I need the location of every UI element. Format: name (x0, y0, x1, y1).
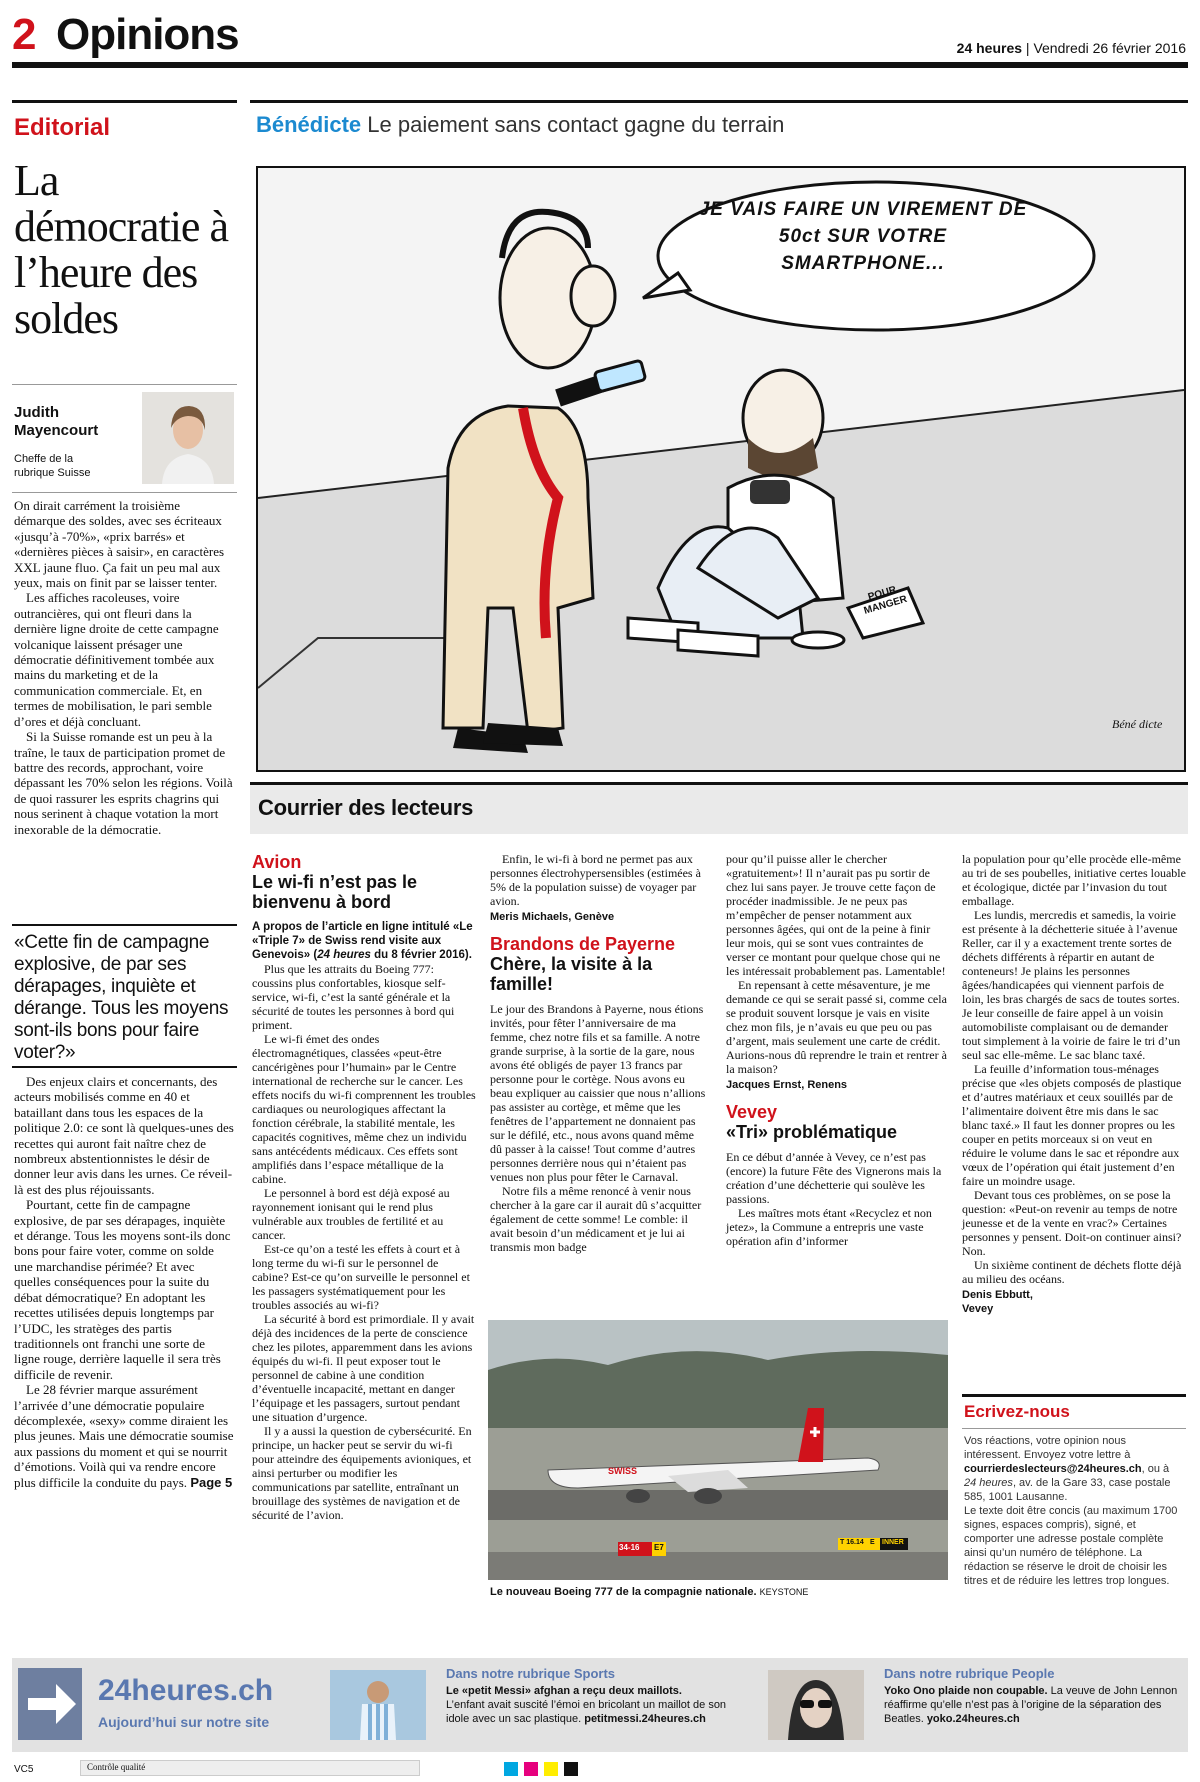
quote-top-rule (12, 924, 237, 926)
sports-link[interactable]: petitmessi.24heures.ch (584, 1713, 706, 1725)
letter-intro: A propos de l’article en ligne intitulé «Le «Triple 7» de Swiss rend visite aux Genevois» (24 heures du 8 février 2016). (252, 921, 473, 961)
letter-avion (252, 852, 476, 1522)
letter-paragraph: Il y a aussi la question de cybersécurité. En principe, un hacker peut se servir du wi-fi pour atteindre des équipements avioniques, et ainsi perturber ou modifier les communications par satellite, entraînant un brouillage des systèmes de navigation et de sécurité de l’avion. (252, 1424, 472, 1522)
courrier-section-header (250, 782, 1188, 834)
cartoon-sign: POUR MANGER (862, 584, 909, 617)
quote-bottom-rule (12, 1066, 237, 1068)
plane-livery-text: SWISS (608, 1466, 638, 1476)
sports-teaser-text: L’enfant avait suscité l’émoi en bricolant un maillot de son idole avec un sac plastique. (446, 1699, 727, 1725)
sports-teaser (446, 1684, 746, 1726)
taxiway-sign: E7 (654, 1543, 664, 1552)
paper-name: 24 heures (956, 40, 1023, 56)
quality-label: Contrôle qualité (87, 1762, 146, 1772)
letter-signature: Meris Michaels, Genève (490, 911, 615, 923)
page-number: 2 (12, 10, 37, 59)
letter-paragraph: La feuille d’information tous-ménages précise que «les objets composés de plastique et d’autres matériaux et ceux souillés par de l’alimentaire doivent être mis dans le sac blanc taxé.» Il faut les donner propres ou les couper en petits morceaux si on veut en réduire le volume dans le sac et répondre aux vœux de l’opération qui était justement d’en faire un moindre usage. (962, 1062, 1182, 1188)
page-reference-link[interactable]: Page 5 (190, 1474, 233, 1490)
print-code: VC5 (14, 1764, 34, 1775)
editorial-column (12, 100, 237, 1645)
letter-title: Le wi-fi n’est pas le bienvenu à bord (252, 872, 418, 912)
cartoon-speech: JE VAIS FAIRE UN VIREMENT DE 50ct SUR VOTRE SMARTPHONE... (698, 199, 1028, 274)
taxiway-sign: 34-16 (619, 1543, 640, 1552)
footer-promo-bar (12, 1658, 1188, 1752)
ecrivez-paragraph: Vos réactions, votre opinion nous intéressent. Envoyez votre lettre à courrierdeslecteurs@24heures.ch, ou à 24 heures, av. de la Gare 33, case postale 585, 1001 Lausanne. (964, 1435, 1171, 1503)
author-last-name: Mayencourt (14, 422, 99, 439)
photo-caption (490, 1586, 950, 1598)
color-swatch (564, 1762, 578, 1776)
editorial-paragraph: Pourtant, cette fin de campagne explosive, de par ses dérapages, inquiète et dérange. Tous les moyens sont-ils donc bons pour faire voter, comme on solde une marchandise périmée? Et avec quelles conséquences pour la suite du débat démocratique? En adoptant les recettes utilisées depuis longtemps par l’UDC, les stratèges des partis traditionnels ont franchi une sorte de ligne rouge, derrière laquelle il sera très difficile de revenir. (14, 1197, 231, 1382)
taxiway-sign: E (870, 1539, 875, 1546)
people-teaser (884, 1684, 1180, 1726)
author-photo (142, 392, 234, 484)
letter-paragraph: Le personnel à bord est déjà exposé au rayonnement ionisant qui le rend plus vulnérable aux troubles de fertilité et au cancer. (252, 1186, 450, 1242)
letter-paragraph: En ce début d’année à Vevey, ce n’est pas (encore) la future Fête des Vignerons mais la création d’une déchetterie qui soulève les passions. (726, 1150, 942, 1206)
editorial-paragraph: Le 28 février marque assurément l’arrivée d’une démocratie populaire décomplexée, «sexy» comme diraient les plus jeunes. Mais une démocratie soumise aux passions du moment et qui se nourrit d’émotions. Voilà qui va rendre encore plus difficile la conduite du pays. Page 5 (14, 1382, 234, 1490)
author-role: Cheffe de la rubrique Suisse (14, 453, 91, 479)
cartoon-header (256, 112, 784, 138)
color-swatch (544, 1762, 558, 1776)
letter-paragraph: Le jour des Brandons à Payerne, nous étions invités, pour fêter l’anniversaire de ma femme, chez notre fils et sa famille. A notre grande surprise, à la sortie de la gare, nous avons été obligés de payer 13 francs par personne pour le cortège. Nous avons eu beau expliquer au caissier que nous n’allions pas assister au cortège, et même que les fenêtres de l’appartement ne donnaient pas sur le défilé, etc., nous avons quand même dû passer à la caisse! Tout comme d’autres personnes derrière nous qui n’étaient pas venues non plus pour fêter le Carnaval. (490, 1002, 706, 1184)
letter-kicker: Brandons de Payerne (490, 934, 676, 954)
byline-bottom-rule (12, 492, 237, 493)
editorial-paragraph: On dirait carrément la troisième démarque des soldes, avec ses écriteaux «jusqu’à -70%», «prix barrés» et «dernières pièces à saisir», en caractères XXL jaune fluo. Ça fait un peu mal aux yeux, mais on finit par se laisser tenter. (14, 498, 225, 591)
ecrivez-title: Ecrivez-nous (964, 1402, 1070, 1421)
cartoon-title: Le paiement sans contact gagne du terrain (367, 112, 785, 137)
cartoon-illustration (256, 166, 1186, 772)
editorial-headline: La démocratie à l’heure des soldes (14, 156, 228, 343)
people-heading: Dans notre rubrique People (884, 1666, 1055, 1681)
editorial-paragraph: Les affiches racoleuses, voire outrancières, qui ont fleuri dans la dernière ligne droite de cette campagne volcanique laissent présager une démocratie définitivement tombée aux mains du marketing et de la communication commerciale. Et, en termes de mobilisation, le pari semble d’ores et déjà concluant. (14, 590, 219, 729)
courrier-column-4 (962, 852, 1186, 1316)
ecrivez-paragraph: Le texte doit être concis (au maximum 1700 signes, espaces compris), signé, et comporter une adresse postale complète ainsi qu’un numéro de téléphone. La rédaction se réserve le droit de choisir les titres et de réduire les lettres trop longues. (964, 1505, 1178, 1587)
color-registration-marks (504, 1762, 578, 1776)
news-photo (488, 1320, 948, 1580)
photo-credit: KEYSTONE (759, 1587, 809, 1597)
letter-kicker: Vevey (726, 1102, 778, 1122)
letter-paragraph: la population pour qu’elle procède elle-même au tri de ses poubelles, initiative certes louable et écologique, dictée par l’invasion du tout emballage. (962, 852, 1186, 908)
editorial-paragraph: Des enjeux clairs et concernants, des acteurs mobilisés comme en 40 et bataillant dans tous les espaces de la politique 2.0: ce sont là quelques-unes des recettes qui auront fait naître chez de nombreux abstentionnistes le désir de donner leur avis dans les urnes. Ce réveil-là est des plus réjouissants. (14, 1074, 234, 1197)
letter-signature-city: Vevey (962, 1303, 994, 1315)
arrow-icon[interactable] (18, 1668, 82, 1740)
letter-kicker: Avion (252, 852, 302, 872)
site-link[interactable]: 24heures.ch (98, 1674, 274, 1707)
letter-paragraph: En repensant à cette mésaventure, je me demande ce qui se serait passé si, comme cela se produit souvent lorsque je vais en visite chez mon fils, je n’avais eu que peu ou pas d’argent, mais seulement une carte de crédit. Aurions-nous dû reprendre le train et rentrer à la maison? (726, 978, 947, 1076)
letter-signature: Jacques Ernst, Renens (726, 1079, 848, 1091)
editorial-kicker: Editorial (14, 114, 111, 141)
courrier-column-2 (490, 852, 708, 1254)
site-tagline: Aujourd’hui sur notre site (98, 1714, 270, 1730)
photo-caption-text: Le nouveau Boeing 777 de la compagnie nationale. (490, 1586, 757, 1598)
ecrivez-text (964, 1434, 1184, 1588)
editorial-body-bottom (14, 1074, 234, 1490)
taxiway-sign: T 16.14 (840, 1539, 864, 1546)
color-swatch (524, 1762, 538, 1776)
people-teaser-text: La veuve de John Lennon réaffirme qu’elle n’est pas à l’origine de la séparation des Beatles. (884, 1685, 1178, 1725)
editorial-paragraph: Si la Suisse romande est un peu à la traîne, le taux de participation promet de battre des records, approchant, voire dépassant les 70% selon les régions. Voilà de quoi rassurer les esprits chagrins qui nous serinent à chaque votation la mort inexorable de la démocratie. (14, 729, 233, 837)
people-teaser-title: Yoko Ono plaide non coupable. (884, 1685, 1048, 1697)
byline-rule (12, 384, 237, 385)
cartoon-header-rule (250, 100, 1188, 103)
taxiway-sign: INNER (882, 1539, 904, 1546)
ecrivez-box (962, 1394, 1186, 1640)
masthead-dateline (957, 40, 1186, 56)
letter-paragraph: Les lundis, mercredis et samedis, la voirie est présente à la déchetterie située à l’avenue Reller, car il y a exactement trente sortes de déchets différents à répartir en autant de conteneurs! Je plains les personnes âgées/handicapées qui viennent parfois de loin, les bras chargés de sacs de toutes sortes. Je leur conseille de faire appel à un voisin automobiliste complaisant ou de demander tout simplement à la voirie de faire le tri d’un seul sac elle-même. Le sac blanc taxé. (962, 908, 1181, 1062)
ecrivez-email-link[interactable]: courrierdeslecteurs@24heures.ch (964, 1463, 1142, 1475)
letter-paragraph: Plus que les attraits du Boeing 777: coussins plus confortables, kiosque self-service, wi-fi, c’est la santé générale et la sécurité de toutes les personnes à bord qui priment. (252, 962, 455, 1032)
color-swatch (504, 1762, 518, 1776)
people-thumbnail[interactable] (768, 1670, 864, 1740)
courrier-heading: Courrier des lecteurs (258, 795, 474, 820)
ecrivez-subrule (962, 1428, 1186, 1429)
sports-teaser-title: Le «petit Messi» afghan a reçu deux maillots. (446, 1685, 682, 1697)
cartoonist-name: Bénédicte (256, 112, 362, 137)
editorial-top-rule (12, 100, 237, 103)
ecrivez-rule (962, 1394, 1186, 1397)
letter-title: «Tri» problématique (726, 1122, 898, 1142)
courrier-column-3 (726, 852, 948, 1248)
editorial-pullquote: «Cette fin de campagne explosive, de par ses dérapages, inquiète et dérange. Tous les moyens sont-ils bons pour faire voter?» (14, 932, 229, 1063)
letter-paragraph: Le wi-fi émet des ondes électromagnétiques, classées «peut-être cancérigènes pour l’humain» par le Centre international de recherche sur le cancer. Les effets nocifs du wi-fi comprennent les troubles cardiaques ou neurologiques affectant la fonction cérébrale, la stabilité mentale, les capacités cognitives, même chez un individu sans antécédents médicaux. Ces effets sont amplifiés dans l’espace métallique de la cabine. (252, 1032, 476, 1186)
letter-signature: Denis Ebbutt, (962, 1289, 1033, 1301)
letter-paragraph: Les maîtres mots étant «Recyclez et non jetez», la Commune a entrepris une vaste opération afin d’informer (726, 1206, 932, 1248)
editorial-body-top (14, 498, 234, 837)
issue-date: | Vendredi 26 février 2016 (1025, 40, 1186, 56)
letter-paragraph: pour qu’il puisse aller le chercher «gratuitement»! Il n’aurait pas pu sortir de chez lui sans payer. Je trouve cette façon de procéder inadmissible. Je ne peux pas m’empêcher de penser notamment aux personnes âgées, qui ont de la peine à finir leur mois, qui se sont vues contraintes de verser ce montant pour quelque chose qui ne les intéressait probablement pas. Lamentable! (726, 852, 946, 978)
letter-paragraph: Enfin, le wi-fi à bord ne permet pas aux personnes électrohypersensibles (estimées à 5% de la population suisse) de voyager par avion. (490, 852, 701, 908)
letter-paragraph: Un sixième continent de déchets flotte déjà au milieu des océans. (962, 1258, 1182, 1286)
letter-paragraph: La sécurité à bord est primordiale. Il y avait déjà des incidences de la perte de conscience chez les pilotes, apparemment dans les avions équipés du wi-fi. Il peut exposer tout le personnel de cabine à une condition d’éventuelle incapacité, mettant en danger l’équipage et les passagers, surtout pendant une situation d’urgence. (252, 1312, 475, 1424)
masthead-rule (12, 62, 1188, 68)
letter-paragraph: Est-ce qu’on a testé les effets à court et à long terme du wi-fi sur le personnel de cabine? Est-ce qu’on surveille le personnel et les passagers systématiquement pour les troubles associés au wi-fi? (252, 1242, 470, 1312)
people-link[interactable]: yoko.24heures.ch (926, 1713, 1020, 1725)
author-first-name: Judith (14, 404, 59, 421)
cartoon-signature: Béné dicte (1112, 717, 1163, 731)
quality-box (80, 1760, 420, 1776)
section-title: Opinions (56, 10, 239, 59)
sports-heading: Dans notre rubrique Sports (446, 1666, 616, 1681)
letter-title: Chère, la visite à la famille! (490, 954, 653, 994)
letter-paragraph: Notre fils a même renoncé à venir nous chercher à la gare car il aurait dû s’acquitter également de cette somme! Le comble: il avait besoin d’un médicament et je lui ai transmis mon badge (490, 1184, 702, 1254)
letter-paragraph: Devant tous ces problèmes, on se pose la question: «Peut-on revenir au temps de notre jeunesse et de la vente en vrac?» Certaines personnes y pensent. Doit-on continuer ainsi? Non. (962, 1188, 1182, 1258)
sports-thumbnail[interactable] (330, 1670, 426, 1740)
